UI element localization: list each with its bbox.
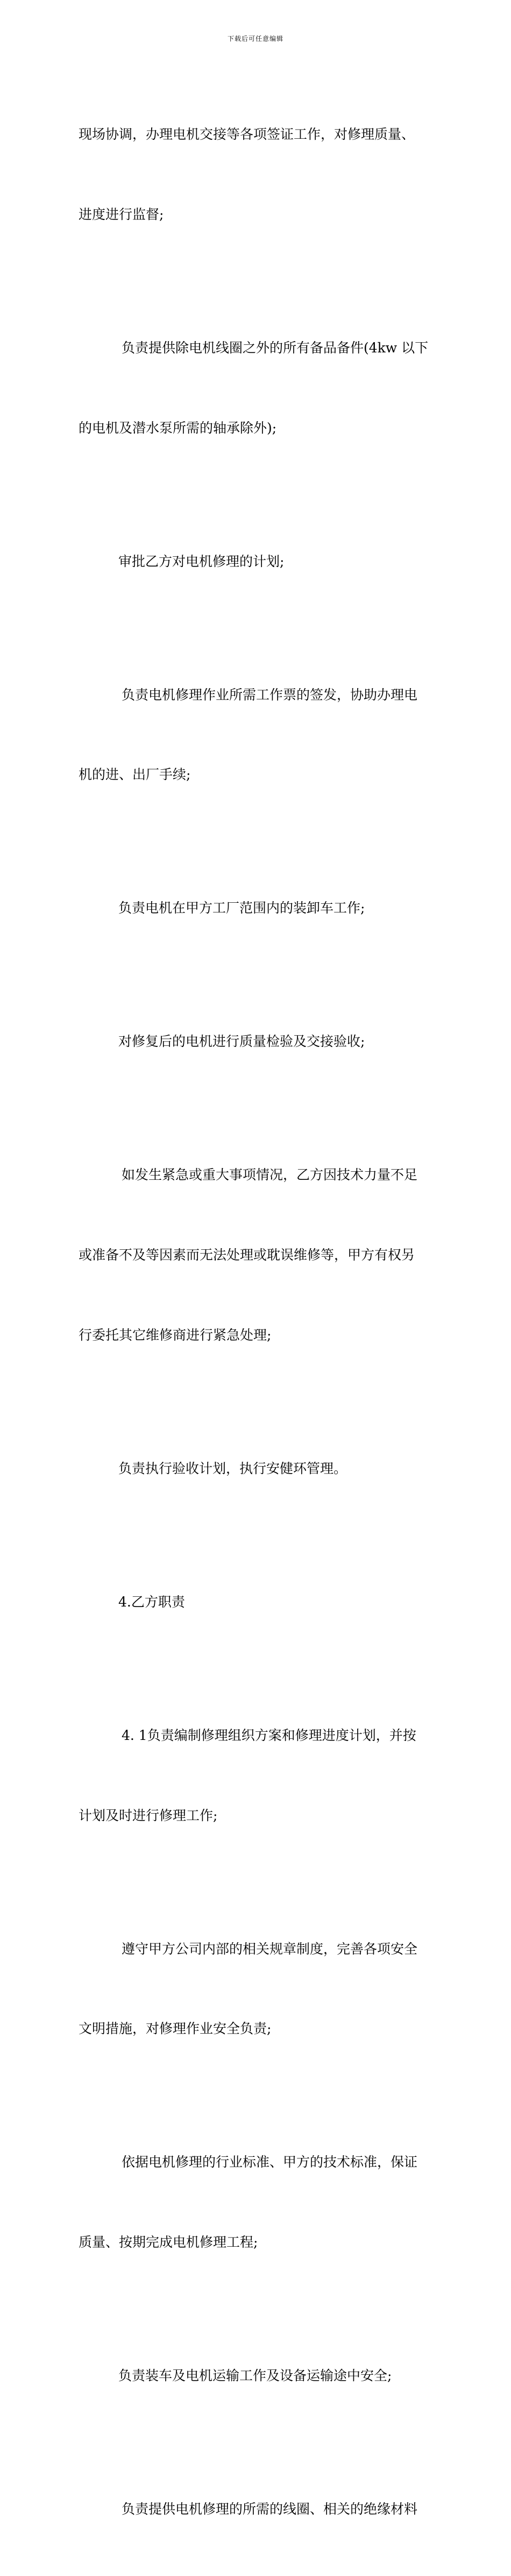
paragraph-line: 4. 1负责编制修理组织方案和修理进度计划，并按 [122, 1727, 416, 1743]
paragraph-line: 负责提供除电机线圈之外的所有备品备件(4kw 以下 [122, 339, 429, 356]
paragraph-line: 依据电机修理的行业标准、甲方的技术标准，保证 [122, 2154, 418, 2170]
paragraph-line: 审批乙方对电机修理的计划; [118, 553, 285, 569]
paragraph-2 [79, 281, 436, 495]
paragraph-6 [79, 975, 436, 1108]
document-body [79, 68, 436, 2576]
paragraph-line: 行委托其它维修商进行紧急处理; [79, 1327, 272, 1343]
paragraph-14 [79, 2443, 436, 2576]
paragraph-line: 质量、按期完成电机修理工程; [79, 2234, 258, 2251]
paragraph-line: 或准备不及等因素而无法处理或耽误维修等，甲方有权另 [79, 1247, 415, 1263]
paragraph-3 [79, 495, 436, 628]
paragraph-line: 如发生紧急或重大事项情况，乙方因技术力量不足 [122, 1167, 418, 1183]
paragraph-12 [79, 2096, 436, 2309]
paragraph-7 [79, 1108, 436, 1402]
paragraph-line: 进度进行监督; [79, 206, 164, 222]
paragraph-line: 文明措施，对修理作业安全负责; [79, 2021, 272, 2037]
section-heading [79, 1535, 436, 1669]
paragraph-11 [79, 1882, 436, 2096]
paragraph-line: 遵守甲方公司内部的相关规章制度，完善各项安全 [122, 1941, 418, 1957]
paragraph-line: 对修复后的电机进行质量检验及交接验收; [118, 1034, 365, 1050]
paragraph-line: 4.乙方职责 [118, 1594, 185, 1610]
paragraph-8 [79, 1402, 436, 1535]
paragraph-13 [79, 2309, 436, 2443]
paragraph-line: 负责执行验收计划，执行安健环管理。 [118, 1460, 347, 1476]
paragraph-line: 计划及时进行修理工作; [79, 1807, 218, 1823]
paragraph-line: 的电机及潜水泵所需的轴承除外); [79, 420, 277, 436]
paragraph-line: 机的进、出厂手续; [79, 767, 191, 783]
paragraph-line: 负责装车及电机运输工作及设备运输途中安全; [118, 2368, 392, 2384]
paragraph-line: 现场协调，办理电机交接等各项签证工作，对修理质量、 [79, 126, 415, 143]
page-header: 下载后可任意编辑 [227, 35, 283, 43]
paragraph-4 [79, 628, 436, 841]
paragraph-line: 负责电机修理作业所需工作票的签发，协助办理电 [122, 687, 418, 703]
paragraph-10 [79, 1669, 436, 1883]
paragraph-1 [79, 68, 436, 281]
paragraph-line: 负责电机在甲方工厂范围内的装卸车工作; [118, 900, 365, 916]
paragraph-line: 负责提供电机修理的所需的线圈、相关的绝缘材料 [122, 2501, 418, 2517]
paragraph-5 [79, 841, 436, 975]
